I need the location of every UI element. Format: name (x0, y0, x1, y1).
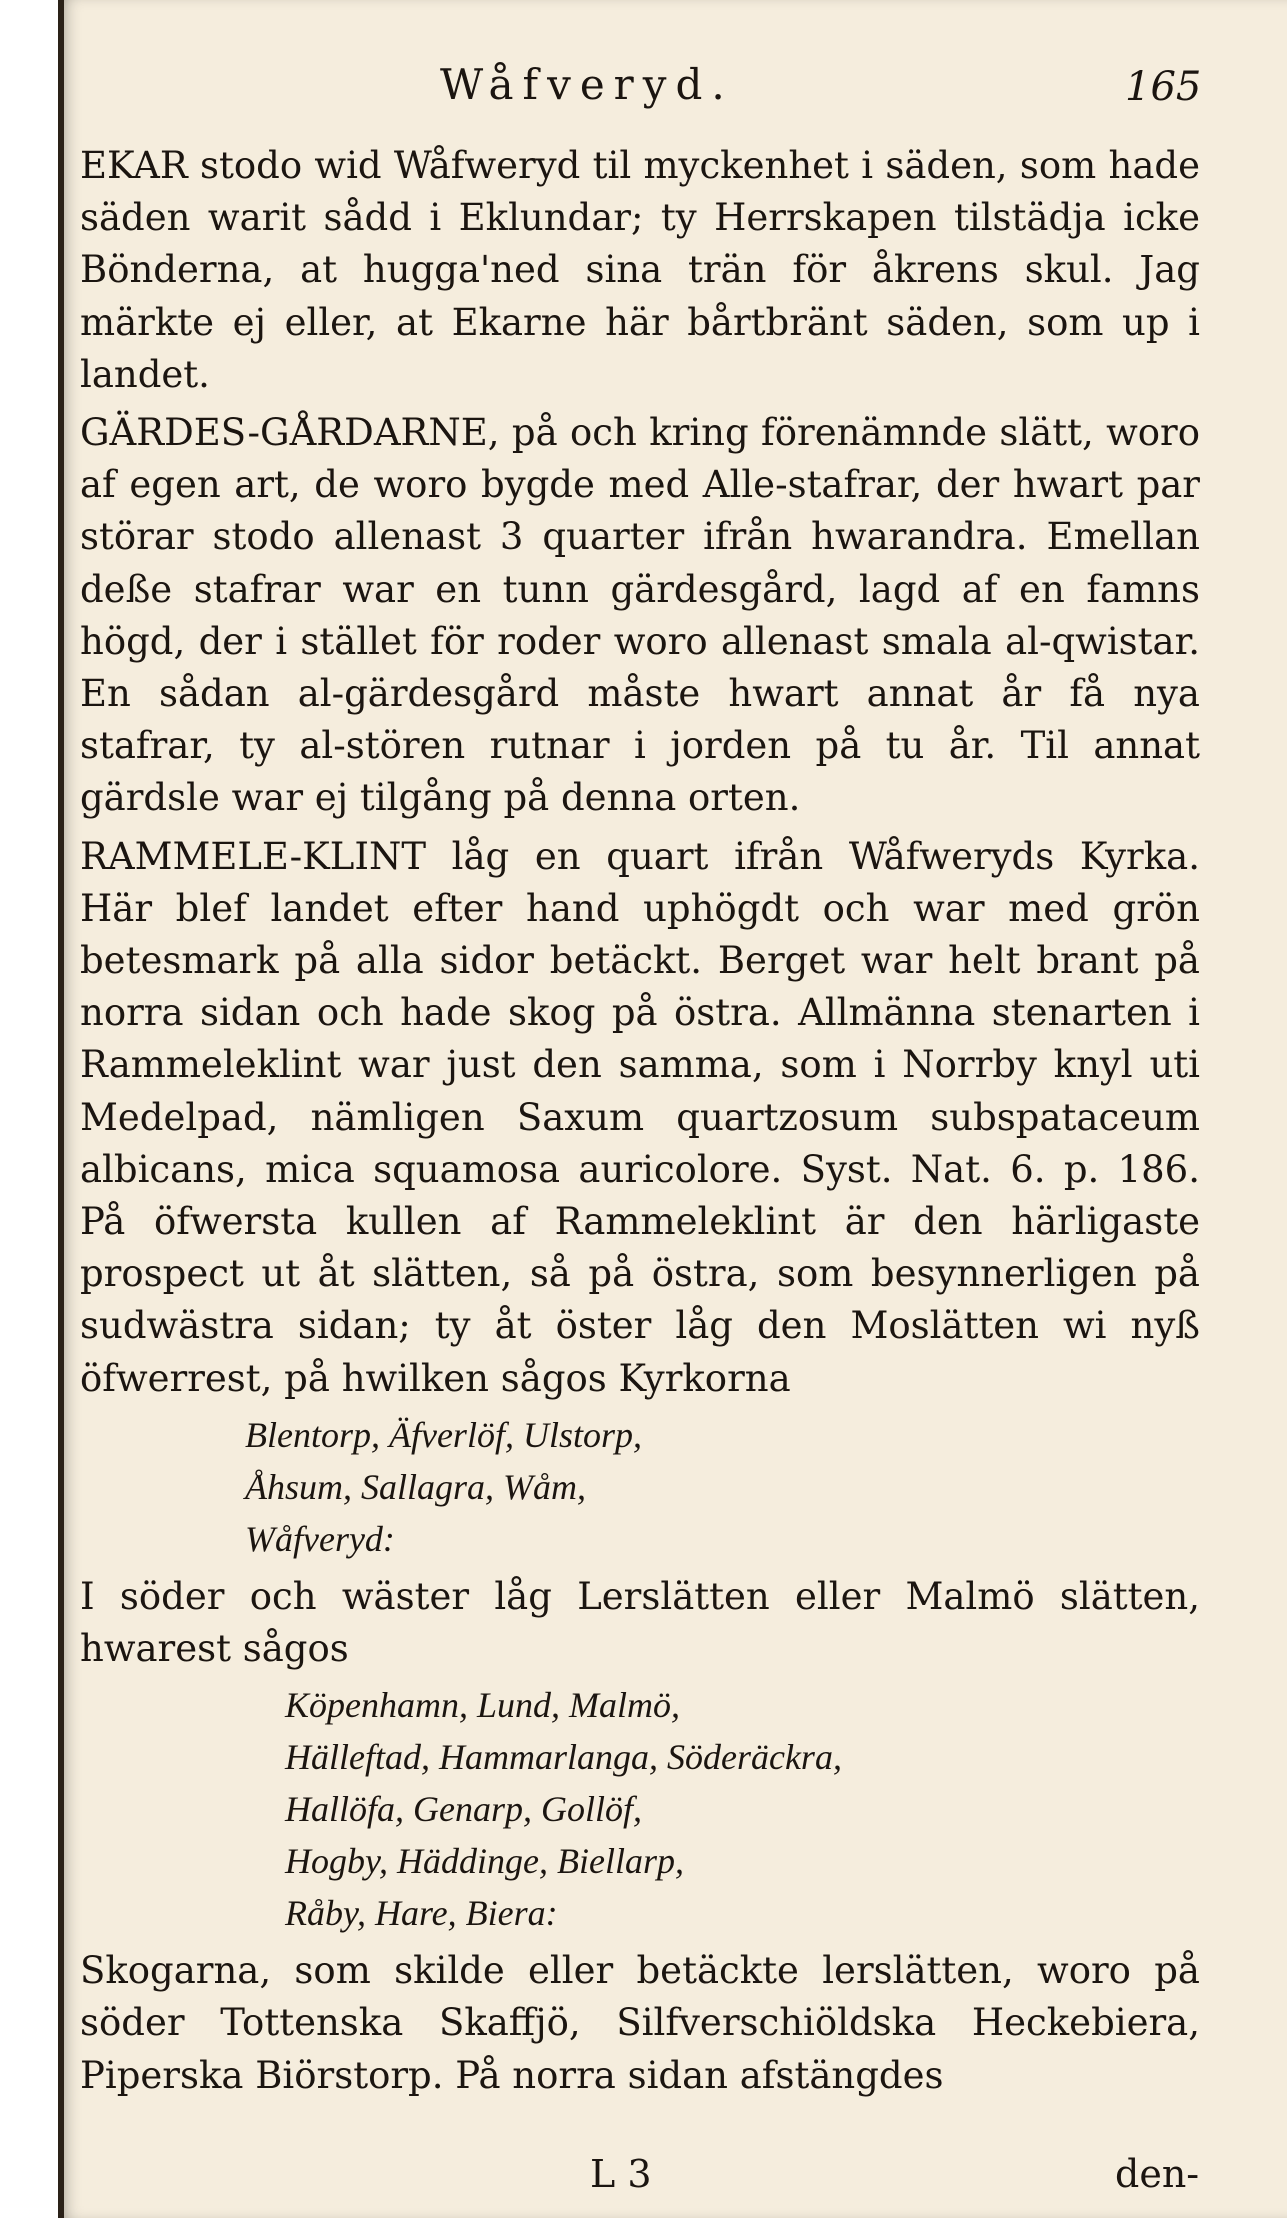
running-title: Wåfveryd. (440, 60, 734, 109)
church-list-1 (80, 1409, 1200, 1565)
body-text (80, 140, 1200, 2102)
church-list-2 (80, 1679, 1200, 1939)
signature-mark: L 3 (590, 2152, 652, 2196)
catchword: den- (1115, 2152, 1200, 2196)
book-binding-shadow (58, 0, 64, 2218)
paragraph-soder: I söder och wäster låg Lerslätten eller Malmö slätten, hwarest sågos (80, 1574, 1200, 1671)
paragraph-ekar: EKAR stodo wid Wåfweryd til myckenhet i säden, som hade säden warit sådd i Eklundar; ty Herrskapen tilstädja icke Bönderna, at hugga'ned sina trän för åkrens skul. Jag märkte ej eller, at Ekarne här bårtbränt säden, som up i landet. (80, 144, 1200, 396)
page-header (0, 60, 1287, 120)
list-item: Åhsum, Sallagra, Wåm, (245, 1466, 586, 1507)
paragraph-gardesgardarne: GÄRDES-GÅRDARNE, på och kring förenämnde slätt, woro af egen art, de woro bygde med Alle-stafrar, der hwart par störar stodo allenast 3 quarter ifrån hwarandra. Emellan deße stafrar war en tunn gärdesgård, lagd af en famns högd, der i stället för roder woro allenast smala al-qwistar. En sådan al-gärdesgård måste hwart annat år få nya stafrar, ty al-stören rutnar i jorden på tu år. Til annat gärdsle war ej tilgång på denna orten. (80, 411, 1200, 820)
paragraph-rammele-klint: RAMMELE-KLINT låg en quart ifrån Wåfweryds Kyrka. Här blef landet efter hand uphögdt och war med grön betesmark på alla sidor betäckt. Berget war helt brant på norra sidan och hade skog på östra. Allmänna stenarten i Rammeleklint war just den samma, som i Norrby knyl uti Medelpad, nämligen Saxum quartzosum subspataceum albicans, mica squamosa auricolore. Syst. Nat. 6. p. 186. På öfwersta kullen af Rammeleklint är den härligaste prospect ut åt slätten, så på östra, som besynnerligen på sudwästra sidan; ty åt öster låg den Moslätten wi nyß öfwerrest, på hwilken sågos Kyrkorna (80, 834, 1200, 1400)
page-footer (0, 2152, 1287, 2212)
list-item: Råby, Hare, Biera: (285, 1893, 558, 1934)
paragraph-skogarna: Skogarna, som skilde eller betäckte lerslätten, woro på söder Tottenska Skaffjö, Silfverschiöldska Heckebiera, Piperska Biörstorp. På norra sidan afstängdes (80, 1949, 1200, 2097)
list-item: Hogby, Häddinge, Biellarp, (285, 1841, 684, 1882)
list-item: Hallöfa, Genarp, Gollöf, (285, 1789, 642, 1830)
page-number: 165 (1125, 64, 1202, 110)
list-item: Wåfveryd: (245, 1518, 395, 1559)
list-item: Blentorp, Äfverlöf, Ulstorp, (245, 1414, 642, 1455)
list-item: Köpenhamn, Lund, Malmö, (285, 1685, 680, 1726)
list-item: Hälleftad, Hammarlanga, Söderäckra, (285, 1737, 842, 1778)
